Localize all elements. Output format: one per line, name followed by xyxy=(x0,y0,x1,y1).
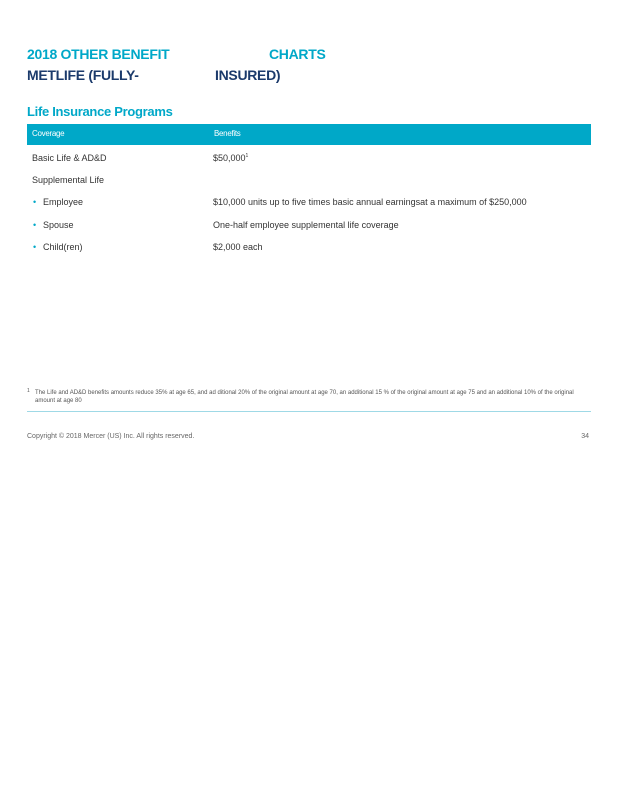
row-coverage: Child(ren) xyxy=(43,242,83,252)
divider xyxy=(27,411,591,412)
row-benefits: $2,000 each xyxy=(213,242,263,252)
header-coverage: Coverage xyxy=(32,129,65,138)
benefits-table xyxy=(27,124,591,252)
row-coverage: Supplemental Life xyxy=(32,175,105,185)
section-heading: Life Insurance Programs xyxy=(27,104,173,119)
row-benefits: $50,000$^1$ xyxy=(213,153,249,163)
row-benefits: $10,000 units up to five times basic annual earningsat a maximum of $250,000 xyxy=(213,197,527,207)
header-benefits: Benefits xyxy=(214,129,241,138)
footnote-ref: 1 xyxy=(245,153,249,159)
title-line2-left: METLIFE (FULLY- xyxy=(27,67,139,83)
bullet-icon: • xyxy=(33,242,37,252)
title-line1-left: 2018 OTHER BENEFIT xyxy=(27,46,170,62)
row-benefits: One-half employee supplemental life coverage xyxy=(213,220,399,230)
table-header xyxy=(27,124,591,145)
table-row xyxy=(27,242,591,264)
table-row xyxy=(27,175,591,197)
footnote-text: The Life and AD&D benefits amounts reduce 35% at age 65, and ad ditional 20% of the original amount at age 70, an additional 15 % of the original amount at age 75 and an additional 10% of the original amount at age 80 xyxy=(35,390,574,404)
table-row xyxy=(27,197,591,219)
footnote-marker: 1 xyxy=(27,388,30,394)
table-row xyxy=(27,220,591,242)
row-coverage: Basic Life & AD&D xyxy=(32,153,107,163)
title-line1-right: CHARTS xyxy=(269,46,326,62)
copyright: Copyright © 2018 Mercer (US) Inc. All rights reserved. xyxy=(27,433,195,440)
row-coverage: Employee xyxy=(43,197,84,207)
page-number: 34 xyxy=(581,433,589,440)
bullet-icon: • xyxy=(33,197,37,207)
table-row xyxy=(27,153,591,175)
title-line2-right: INSURED) xyxy=(215,67,281,83)
row-coverage: Spouse xyxy=(43,220,74,230)
bullet-icon: • xyxy=(33,220,37,230)
